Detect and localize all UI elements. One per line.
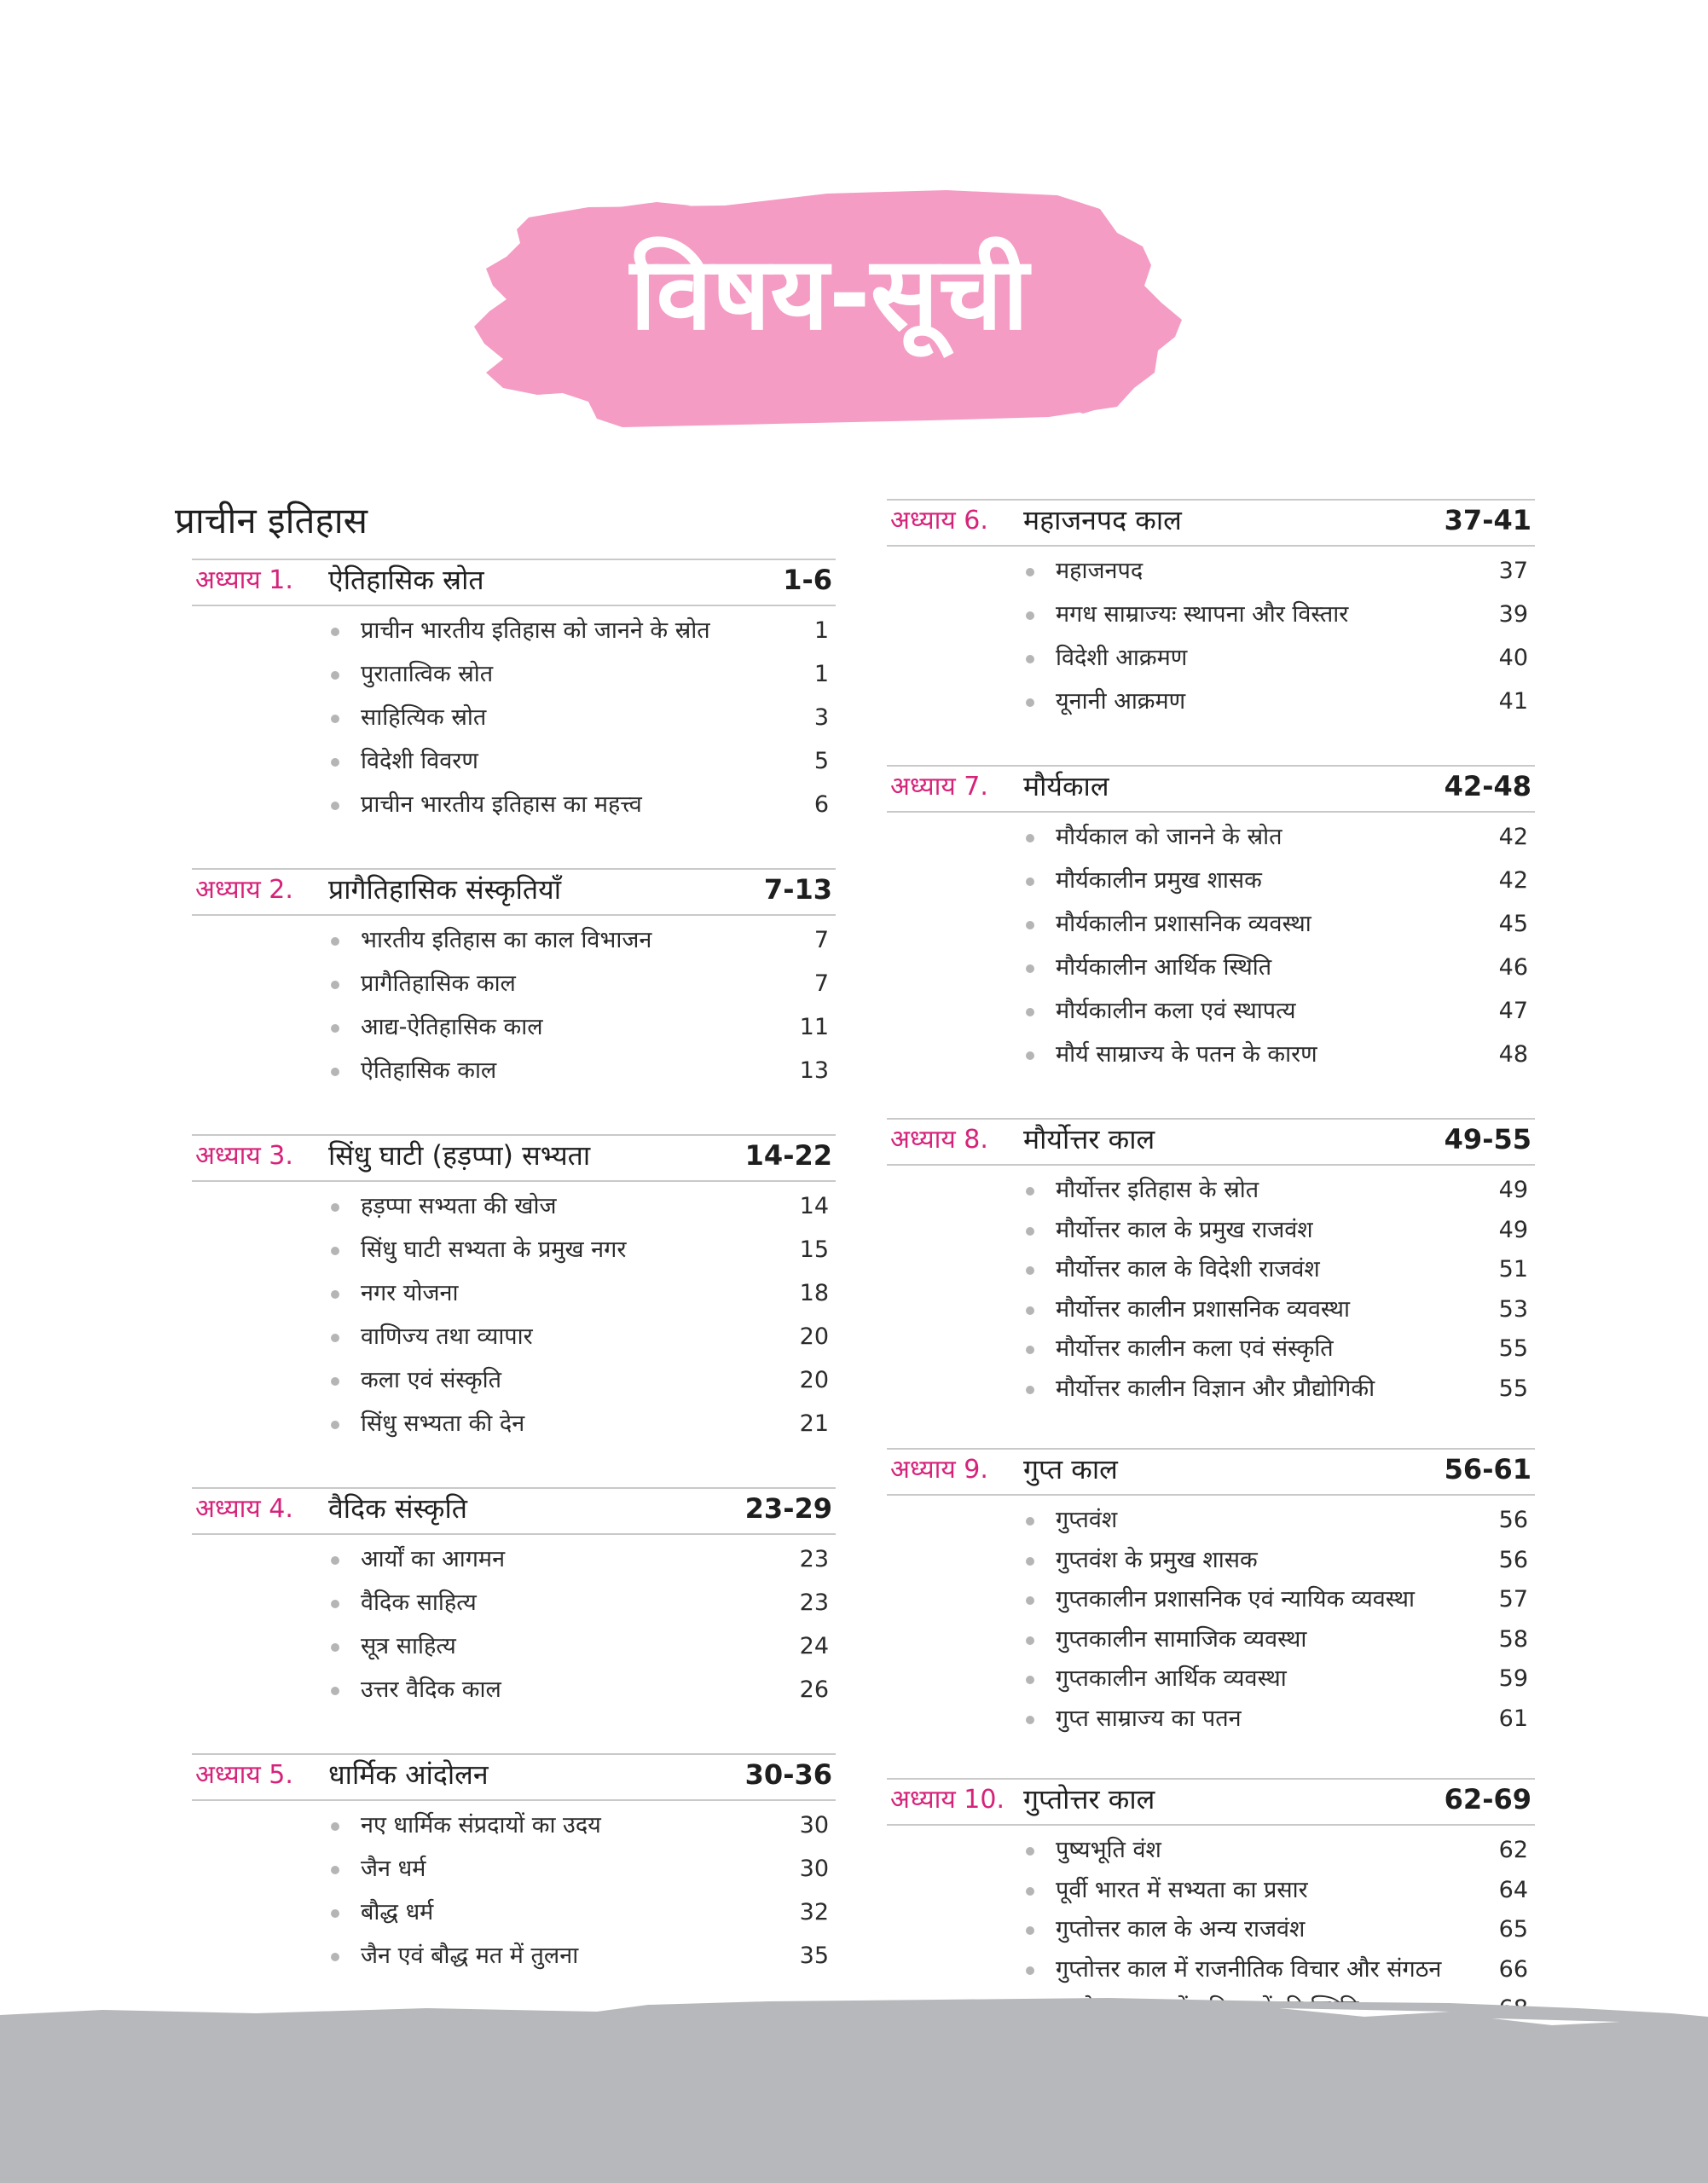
bullet-dot-icon — [1026, 877, 1034, 886]
bullet-dot-icon — [1026, 1051, 1034, 1060]
chapter-entry — [192, 1487, 836, 1714]
topic-page-number: 5 — [813, 748, 829, 774]
bullet-dot-icon — [1026, 698, 1034, 707]
bullet-dot-icon — [331, 758, 339, 767]
bullet-dot-icon — [331, 1687, 339, 1695]
topic-text: मौर्योत्तर कालीन कला एवं संस्कृति — [1056, 1335, 1334, 1362]
topic-text: मगध साम्राज्यः स्थापना और विस्तार — [1056, 601, 1349, 628]
chapter-heading-row — [192, 1134, 836, 1182]
topic-text: गुप्तवंश — [1056, 1507, 1118, 1533]
topic-text: आद्य-ऐतिहासिक काल — [361, 1014, 543, 1040]
toc-left-column — [192, 559, 836, 2019]
chapter-number: अध्याय 4. — [195, 1494, 293, 1524]
topic-list — [192, 1187, 836, 1448]
topic-item — [887, 552, 1535, 595]
topic-item — [887, 1211, 1535, 1251]
topic-item — [192, 785, 836, 829]
chapter-number: अध्याय 9. — [890, 1455, 988, 1485]
bullet-dot-icon — [331, 1334, 339, 1342]
topic-text: मौर्योत्तर काल के प्रमुख राजवंश — [1056, 1216, 1313, 1243]
topic-item — [192, 1671, 836, 1714]
bullet-dot-icon — [331, 1203, 339, 1212]
chapter-page-range: 30-36 — [744, 1758, 832, 1791]
topic-text: सिंधु घाटी सभ्यता के प्रमुख नगर — [361, 1236, 627, 1263]
topic-page-number: 24 — [799, 1633, 829, 1659]
topic-text: भारतीय इतिहास का काल विभाजन — [361, 927, 652, 953]
chapter-entry — [192, 1134, 836, 1448]
topic-page-number: 20 — [799, 1367, 829, 1393]
chapter-heading-row — [192, 1487, 836, 1535]
chapter-page-range: 14-22 — [744, 1139, 832, 1172]
topic-item — [192, 698, 836, 742]
chapter-entry — [192, 868, 836, 1095]
bullet-dot-icon — [331, 628, 339, 636]
topic-list — [192, 1806, 836, 1980]
chapter-entry — [887, 1448, 1535, 1739]
chapter-page-range: 1-6 — [783, 564, 832, 596]
chapter-heading-row — [192, 1753, 836, 1801]
topic-page-number: 14 — [799, 1193, 829, 1219]
bullet-dot-icon — [331, 1909, 339, 1918]
bullet-dot-icon — [331, 1953, 339, 1961]
topic-item — [887, 992, 1535, 1035]
topic-page-number: 30 — [799, 1856, 829, 1882]
topic-page-number: 56 — [1498, 1546, 1528, 1573]
topic-item — [887, 1329, 1535, 1369]
topic-page-number: 64 — [1498, 1876, 1528, 1903]
bullet-dot-icon — [1026, 921, 1034, 929]
topic-item — [887, 905, 1535, 948]
topic-text: मौर्योत्तर इतिहास के स्रोत — [1056, 1177, 1259, 1203]
chapter-number: अध्याय 10. — [890, 1785, 1005, 1815]
topic-page-number: 35 — [799, 1943, 829, 1969]
topic-item — [887, 818, 1535, 861]
topic-page-number: 6 — [813, 791, 829, 818]
topic-page-number: 11 — [799, 1014, 829, 1040]
bullet-dot-icon — [331, 1600, 339, 1608]
topic-text: विदेशी आक्रमण — [1056, 645, 1188, 671]
topic-item — [192, 1051, 836, 1095]
topic-text: जैन धर्म — [361, 1856, 426, 1882]
topic-page-number: 61 — [1498, 1705, 1528, 1732]
topic-page-number: 55 — [1498, 1335, 1528, 1362]
topic-list — [887, 1501, 1535, 1739]
topic-item — [887, 1250, 1535, 1290]
bullet-dot-icon — [331, 981, 339, 989]
topic-page-number: 23 — [799, 1589, 829, 1616]
topic-text: मौर्योत्तर काल के विदेशी राजवंश — [1056, 1256, 1320, 1283]
topic-page-number: 49 — [1498, 1177, 1528, 1203]
bullet-dot-icon — [1026, 1716, 1034, 1724]
topic-page-number: 62 — [1498, 1837, 1528, 1863]
chapter-number: अध्याय 7. — [890, 772, 988, 802]
topic-text: पूर्वी भारत में सभ्यता का प्रसार — [1056, 1876, 1308, 1903]
topic-text: सूत्र साहित्य — [361, 1633, 456, 1659]
bullet-dot-icon — [1026, 1346, 1034, 1354]
topic-page-number: 66 — [1498, 1955, 1528, 1983]
chapter-title: मौर्यकाल — [1023, 770, 1109, 802]
topic-text: मौर्यकाल को जानने के स्रोत — [1056, 824, 1282, 850]
chapter-number: अध्याय 1. — [195, 565, 293, 595]
footer-brush-band — [0, 1991, 1708, 2183]
chapter-title: सिंधु घाटी (हड़प्पा) सभ्यता — [328, 1139, 591, 1172]
topic-text: पुरातात्विक स्रोत — [361, 661, 494, 687]
topic-page-number: 13 — [799, 1057, 829, 1084]
topic-text: मौर्य साम्राज्य के पतन के कारण — [1056, 1041, 1317, 1068]
topic-text: यूनानी आक्रमण — [1056, 688, 1186, 715]
topic-item — [192, 1230, 836, 1274]
topic-text: बौद्ध धर्म — [361, 1899, 434, 1925]
chapter-number: अध्याय 6. — [890, 506, 988, 536]
topic-item — [887, 639, 1535, 682]
bullet-dot-icon — [1026, 1008, 1034, 1016]
chapter-entry — [887, 1118, 1535, 1409]
topic-text: गुप्तवंश के प्रमुख शासक — [1056, 1546, 1258, 1573]
bullet-dot-icon — [331, 1068, 339, 1076]
topic-text: गुप्तकालीन आर्थिक व्यवस्था — [1056, 1665, 1287, 1692]
bullet-dot-icon — [1026, 1636, 1034, 1645]
chapter-title: गुप्त काल — [1023, 1453, 1118, 1485]
topic-page-number: 45 — [1498, 911, 1528, 937]
bullet-dot-icon — [331, 802, 339, 810]
chapter-number: अध्याय 2. — [195, 875, 293, 905]
topic-list — [192, 611, 836, 829]
topic-item — [192, 1404, 836, 1448]
topic-item — [887, 595, 1535, 639]
topic-item — [887, 682, 1535, 726]
topic-text: वाणिज्य तथा व्यापार — [361, 1323, 533, 1350]
topic-item — [192, 921, 836, 964]
topic-text: वैदिक साहित्य — [361, 1589, 477, 1616]
topic-text: उत्तर वैदिक काल — [361, 1676, 501, 1703]
section-heading: प्राचीन इतिहास — [175, 500, 368, 541]
bullet-dot-icon — [1026, 964, 1034, 973]
bullet-dot-icon — [331, 1866, 339, 1874]
chapter-page-range: 42-48 — [1444, 770, 1531, 802]
topic-page-number: 23 — [799, 1546, 829, 1572]
topic-text: नगर योजना — [361, 1280, 459, 1306]
topic-text: गुप्त साम्राज्य का पतन — [1056, 1705, 1242, 1732]
topic-item — [887, 1369, 1535, 1410]
chapter-page-range: 62-69 — [1444, 1783, 1531, 1815]
topic-page-number: 56 — [1498, 1507, 1528, 1533]
chapter-number: अध्याय 5. — [195, 1760, 293, 1790]
title-banner — [469, 183, 1190, 431]
bullet-dot-icon — [1026, 1187, 1034, 1196]
topic-page-number: 18 — [799, 1280, 829, 1306]
bullet-dot-icon — [331, 1421, 339, 1429]
bullet-dot-icon — [1026, 655, 1034, 663]
topic-item — [192, 1850, 836, 1893]
topic-item — [887, 1910, 1535, 1950]
topic-text: मौर्योत्तर कालीन प्रशासनिक व्यवस्था — [1056, 1295, 1351, 1323]
topic-item — [887, 1699, 1535, 1740]
bullet-dot-icon — [331, 1643, 339, 1652]
topic-page-number: 48 — [1498, 1041, 1528, 1068]
topic-page-number: 20 — [799, 1323, 829, 1350]
bullet-dot-icon — [1026, 1926, 1034, 1935]
topic-page-number: 1 — [813, 617, 829, 644]
topic-page-number: 46 — [1498, 954, 1528, 981]
chapter-heading-row — [887, 499, 1535, 547]
bullet-dot-icon — [1026, 1847, 1034, 1856]
toc-right-column — [887, 499, 1535, 2069]
topic-page-number: 30 — [799, 1812, 829, 1838]
topic-page-number: 41 — [1498, 688, 1528, 715]
topic-item — [887, 1871, 1535, 1911]
topic-item — [192, 611, 836, 655]
topic-page-number: 3 — [813, 704, 829, 731]
bullet-dot-icon — [1026, 834, 1034, 843]
topic-page-number: 40 — [1498, 645, 1528, 671]
topic-item — [887, 1541, 1535, 1581]
topic-page-number: 39 — [1498, 601, 1528, 628]
bullet-dot-icon — [331, 1290, 339, 1299]
bullet-dot-icon — [1026, 1557, 1034, 1566]
topic-page-number: 37 — [1498, 558, 1528, 584]
bullet-dot-icon — [1026, 1517, 1034, 1526]
topic-list — [887, 818, 1535, 1079]
topic-page-number: 26 — [799, 1676, 829, 1703]
topic-list — [887, 1171, 1535, 1409]
topic-text: आर्यों का आगमन — [361, 1546, 506, 1572]
topic-text: गुप्तकालीन प्रशासनिक एवं न्यायिक व्यवस्था — [1056, 1586, 1415, 1613]
topic-text: गुप्तोत्तर काल में राजनीतिक विचार और संगठन — [1056, 1955, 1442, 1983]
chapter-number: अध्याय 3. — [195, 1141, 293, 1171]
topic-item — [887, 1501, 1535, 1541]
topic-page-number: 49 — [1498, 1216, 1528, 1243]
bullet-dot-icon — [331, 671, 339, 680]
chapter-heading-row — [887, 1118, 1535, 1166]
chapter-heading-row — [192, 868, 836, 916]
bullet-dot-icon — [1026, 1306, 1034, 1315]
bullet-dot-icon — [1026, 611, 1034, 620]
topic-page-number: 47 — [1498, 998, 1528, 1024]
topic-item — [887, 1659, 1535, 1699]
topic-text: कला एवं संस्कृति — [361, 1367, 502, 1393]
chapter-entry — [887, 765, 1535, 1079]
topic-item — [192, 1937, 836, 1980]
topic-item — [887, 1831, 1535, 1871]
topic-page-number: 7 — [813, 927, 829, 953]
bullet-dot-icon — [331, 1822, 339, 1831]
bullet-dot-icon — [1026, 1676, 1034, 1684]
topic-text: जैन एवं बौद्ध मत में तुलना — [361, 1943, 579, 1969]
bullet-dot-icon — [1026, 568, 1034, 576]
chapter-page-range: 7-13 — [763, 873, 832, 906]
topic-text: मौर्यकालीन कला एवं स्थापत्य — [1056, 998, 1296, 1024]
bullet-dot-icon — [1026, 1386, 1034, 1394]
topic-page-number: 42 — [1498, 867, 1528, 894]
topic-item — [192, 1540, 836, 1584]
topic-page-number: 65 — [1498, 1916, 1528, 1943]
topic-text: पुष्यभूति वंश — [1056, 1837, 1161, 1863]
topic-text: सिंधु सभ्यता की देन — [361, 1410, 525, 1437]
topic-page-number: 55 — [1498, 1375, 1528, 1402]
bullet-dot-icon — [331, 1247, 339, 1255]
chapter-title: धार्मिक आंदोलन — [328, 1758, 489, 1791]
topic-item — [887, 1950, 1535, 1990]
chapter-heading-row — [887, 1778, 1535, 1826]
chapter-heading-row — [887, 1448, 1535, 1496]
bullet-dot-icon — [331, 937, 339, 946]
topic-item — [192, 1627, 836, 1671]
topic-text: महाजनपद — [1056, 558, 1143, 584]
chapter-entry — [192, 559, 836, 829]
topic-item — [192, 1893, 836, 1937]
topic-item — [192, 1584, 836, 1627]
bullet-dot-icon — [331, 1377, 339, 1386]
chapter-title: मौर्योत्तर काल — [1023, 1123, 1155, 1155]
bullet-dot-icon — [331, 715, 339, 723]
chapter-page-range: 49-55 — [1444, 1123, 1531, 1155]
topic-page-number: 32 — [799, 1899, 829, 1925]
topic-list — [192, 921, 836, 1095]
topic-page-number: 59 — [1498, 1665, 1528, 1692]
topic-page-number: 58 — [1498, 1625, 1528, 1653]
topic-text: गुप्तकालीन सामाजिक व्यवस्था — [1056, 1625, 1307, 1653]
topic-list — [887, 552, 1535, 726]
topic-item — [192, 742, 836, 785]
topic-list — [192, 1540, 836, 1714]
topic-item — [192, 1187, 836, 1230]
chapter-page-range: 56-61 — [1444, 1453, 1531, 1485]
chapter-entry — [192, 1753, 836, 1980]
topic-item — [887, 1171, 1535, 1211]
bullet-dot-icon — [1026, 1596, 1034, 1605]
topic-page-number: 7 — [813, 970, 829, 997]
topic-text: साहित्यिक स्रोत — [361, 704, 487, 731]
topic-item — [192, 1317, 836, 1361]
chapter-entry — [887, 499, 1535, 726]
topic-page-number: 53 — [1498, 1295, 1528, 1323]
topic-item — [192, 655, 836, 698]
topic-item — [192, 1008, 836, 1051]
topic-text: विदेशी विवरण — [361, 748, 478, 774]
topic-text: मौर्यकालीन आर्थिक स्थिति — [1056, 954, 1272, 981]
chapter-title: प्रागैतिहासिक संस्कृतियाँ — [328, 873, 562, 906]
topic-item — [887, 861, 1535, 905]
topic-text: मौर्यकालीन प्रमुख शासक — [1056, 867, 1262, 894]
topic-page-number: 42 — [1498, 824, 1528, 850]
topic-page-number: 57 — [1498, 1586, 1528, 1613]
chapter-heading-row — [887, 765, 1535, 813]
topic-text: गुप्तोत्तर काल के अन्य राजवंश — [1056, 1916, 1306, 1943]
chapter-number: अध्याय 8. — [890, 1125, 988, 1155]
topic-item — [192, 1361, 836, 1404]
page-title: विषय-सूची — [629, 235, 1029, 352]
topic-text: नए धार्मिक संप्रदायों का उदय — [361, 1812, 601, 1838]
topic-text: प्रागैतिहासिक काल — [361, 970, 516, 997]
chapter-title: महाजनपद काल — [1023, 504, 1182, 536]
topic-text: प्राचीन भारतीय इतिहास को जानने के स्रोत — [361, 617, 710, 644]
chapter-heading-row — [192, 559, 836, 606]
topic-text: मौर्योत्तर कालीन विज्ञान और प्रौद्योगिकी — [1056, 1375, 1375, 1402]
bullet-dot-icon — [331, 1556, 339, 1565]
topic-item — [887, 1580, 1535, 1620]
topic-text: प्राचीन भारतीय इतिहास का महत्त्व — [361, 791, 642, 818]
chapter-page-range: 37-41 — [1444, 504, 1531, 536]
bullet-dot-icon — [331, 1024, 339, 1033]
chapter-page-range: 23-29 — [744, 1492, 832, 1525]
topic-text: ऐतिहासिक काल — [361, 1057, 497, 1084]
bullet-dot-icon — [1026, 1966, 1034, 1975]
topic-text: हड़प्पा सभ्यता की खोज — [361, 1193, 557, 1219]
bullet-dot-icon — [1026, 1887, 1034, 1896]
topic-item — [887, 1290, 1535, 1330]
topic-item — [192, 964, 836, 1008]
topic-item — [192, 1274, 836, 1317]
chapter-title: वैदिक संस्कृति — [328, 1492, 468, 1525]
topic-page-number: 21 — [799, 1410, 829, 1437]
topic-item — [887, 1620, 1535, 1660]
bullet-dot-icon — [1026, 1266, 1034, 1275]
topic-page-number: 51 — [1498, 1256, 1528, 1283]
topic-item — [887, 948, 1535, 992]
topic-text: मौर्यकालीन प्रशासनिक व्यवस्था — [1056, 911, 1311, 937]
topic-item — [887, 1035, 1535, 1079]
bullet-dot-icon — [1026, 1227, 1034, 1236]
topic-page-number: 15 — [799, 1236, 829, 1263]
topic-page-number: 1 — [813, 661, 829, 687]
chapter-title: ऐतिहासिक स्रोत — [328, 564, 484, 596]
topic-item — [192, 1806, 836, 1850]
chapter-title: गुप्तोत्तर काल — [1023, 1783, 1155, 1815]
